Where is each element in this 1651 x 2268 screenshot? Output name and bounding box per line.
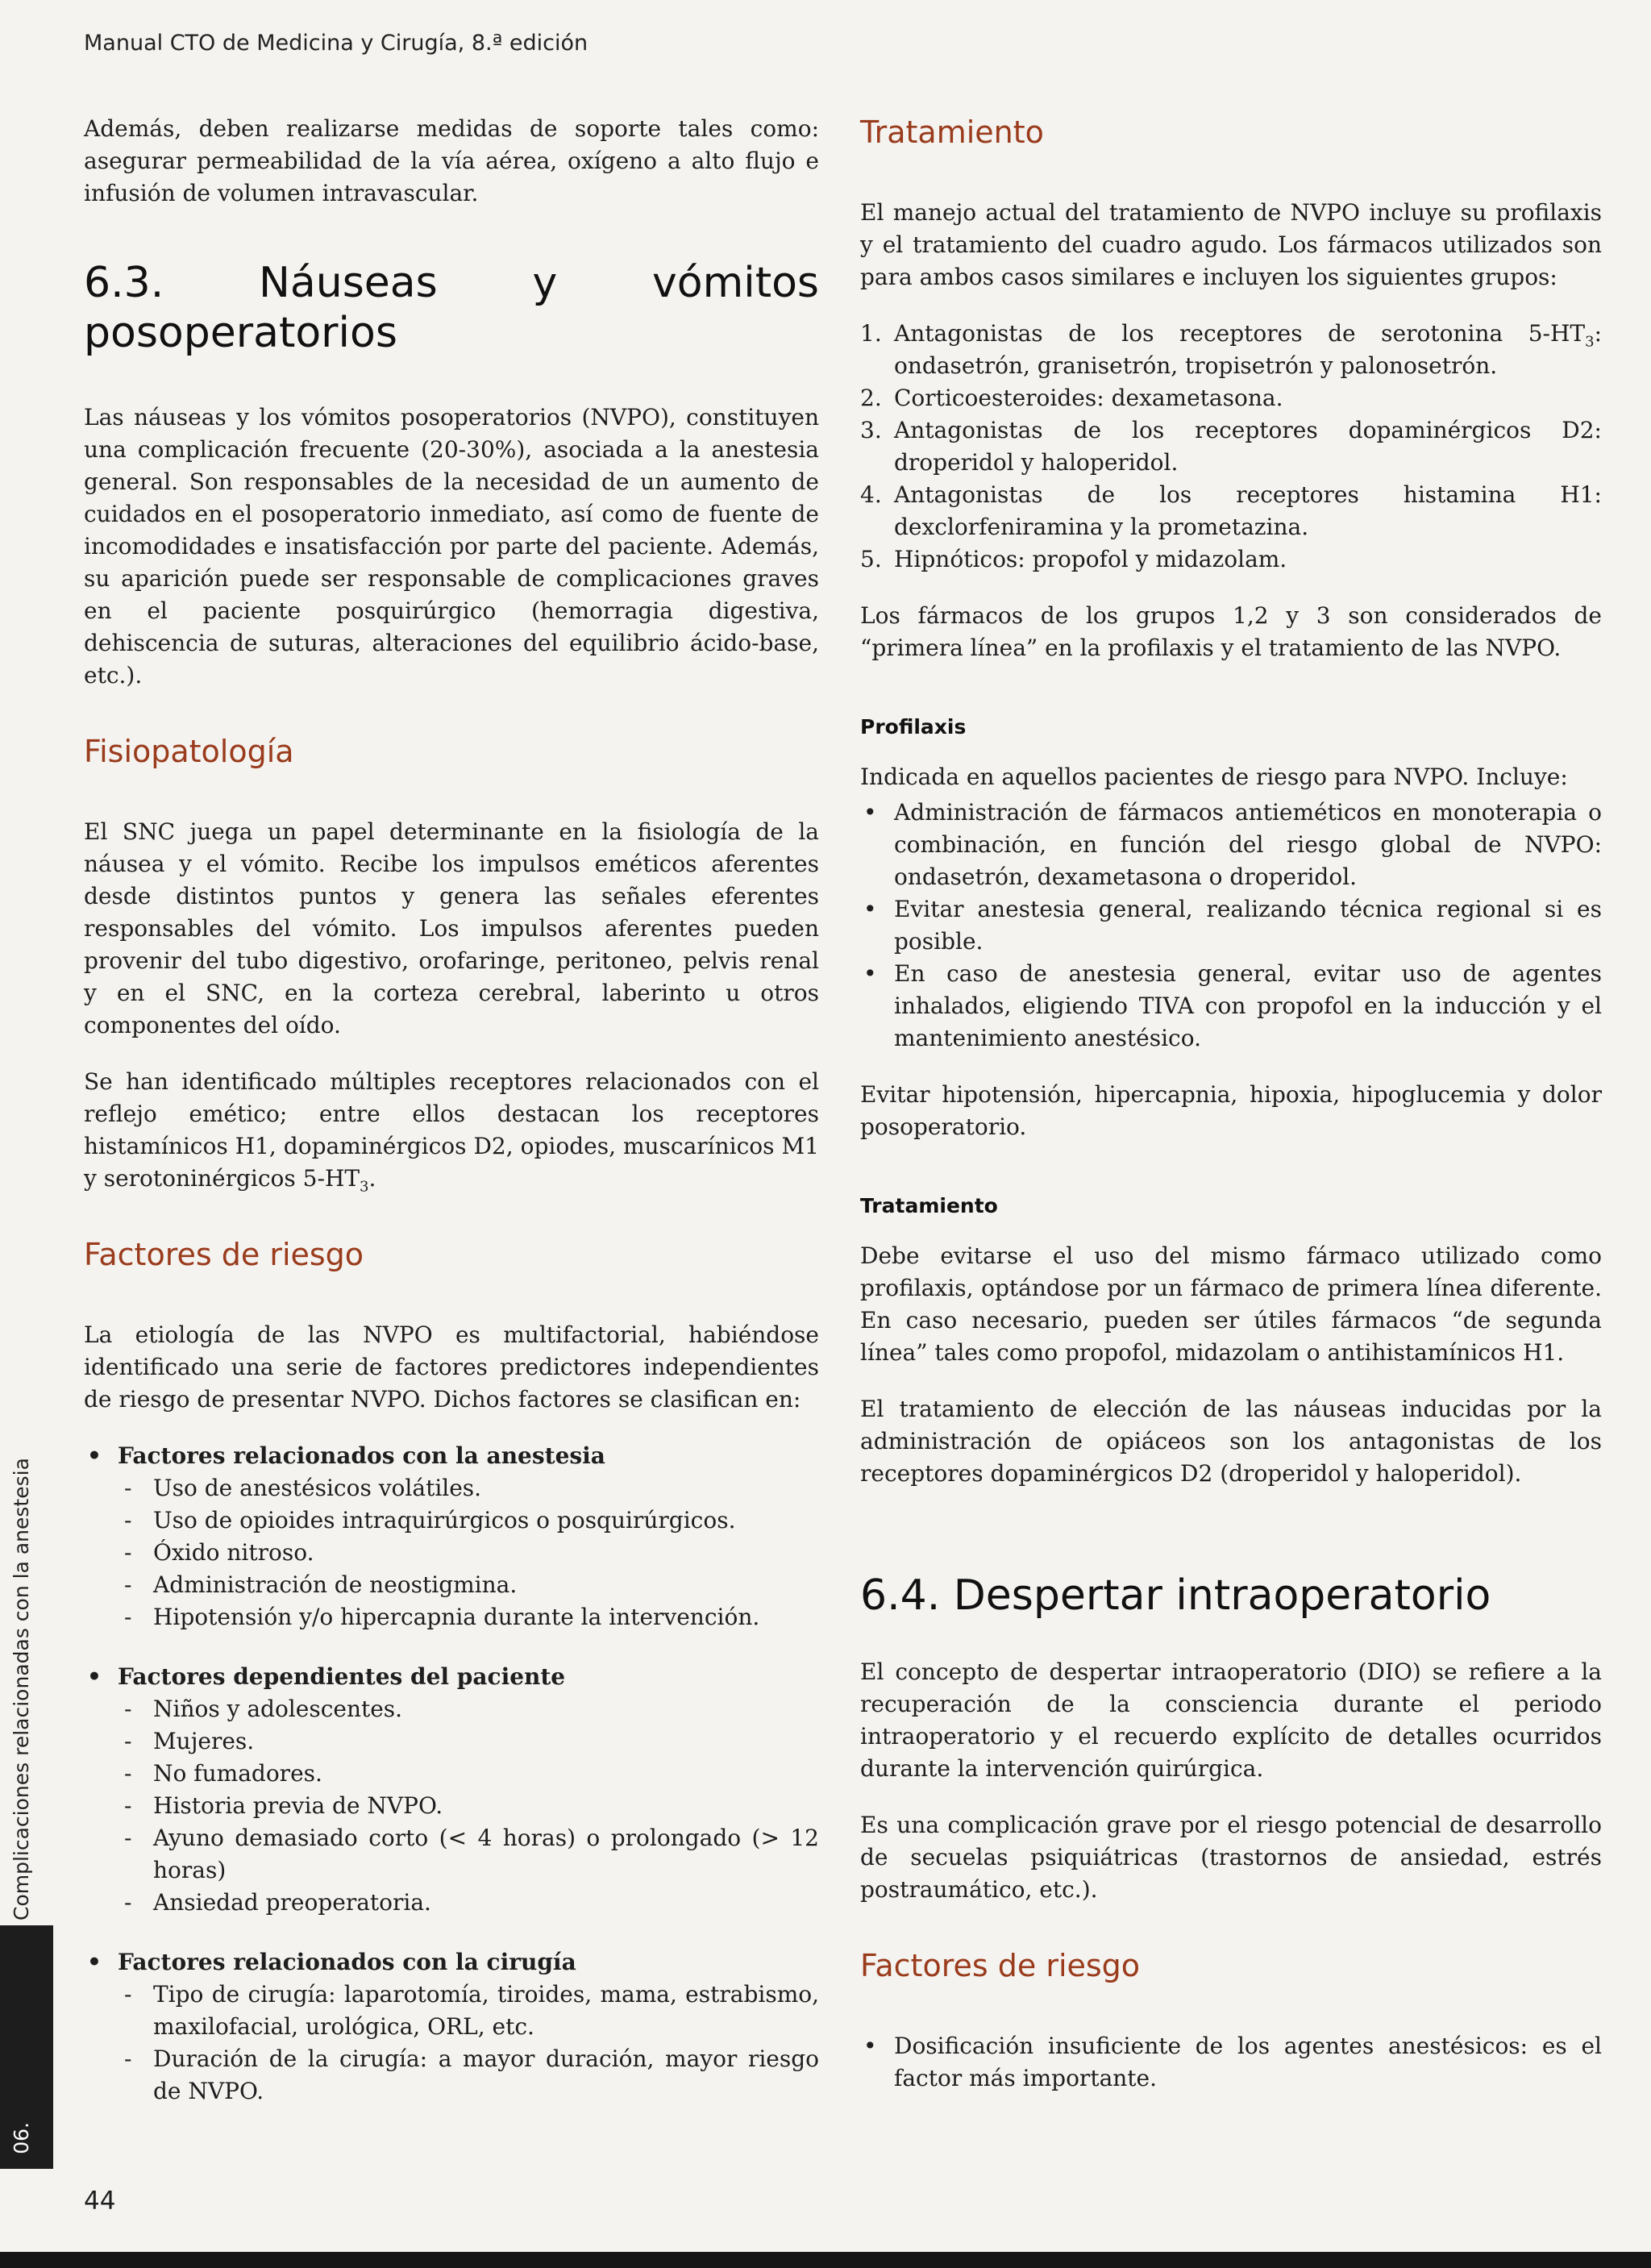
drug-group-item: 2. Corticoesteroides: dexametasona. bbox=[860, 385, 1283, 411]
list-item: - Ayuno demasiado corto (< 4 horas) o prolongado (> 12 horas) bbox=[84, 1822, 819, 1887]
list-item: - Administración de neostigmina. bbox=[84, 1569, 819, 1601]
dash-icon: - bbox=[124, 1571, 132, 1598]
profilaxis-paragraph: Indicada en aquellos pacientes de riesgo para NVPO. Incluye: bbox=[860, 764, 1568, 790]
dash-icon: - bbox=[124, 1825, 132, 1851]
right-column bbox=[860, 113, 1602, 2119]
dash-icon: - bbox=[124, 1475, 132, 1501]
bullet-icon: • bbox=[863, 896, 877, 922]
risk-group bbox=[84, 1946, 819, 2108]
list-item: - Niños y adolescentes. bbox=[84, 1693, 819, 1725]
subsection-title-dio-riesgo: Factores de riesgo bbox=[860, 1948, 1141, 1983]
dash-icon: - bbox=[124, 1760, 132, 1787]
bullet-icon: • bbox=[87, 1442, 102, 1469]
dash-icon: - bbox=[124, 2045, 132, 2072]
intro-paragraph: Además, deben realizarse medidas de soporte tales como: asegurar permeabilidad de la vía aérea, oxígeno a alto flujo e infusión de volumen intravascular. bbox=[84, 115, 819, 206]
nvpo-paragraph: Las náuseas y los vómitos posoperatorios (NVPO), constituyen una complicación frecuente (20-30%), asociada a la anestesia general. Son responsables de la necesidad de un aumento de cuidados en el posoperatorio inmediato, así como de fuente de incomodidades e insatisfacción por parte del paciente. Además, su aparición puede ser responsable de complicaciones graves en el paciente posquirúrgico (hemorragia digestiva, dehiscencia de suturas, alteraciones del equilibrio ácido-base, etc.). bbox=[84, 404, 819, 689]
list-item: - Hipotensión y/o hipercapnia durante la intervención. bbox=[84, 1601, 819, 1633]
risk-group-title: • Factores relacionados con la cirugía bbox=[84, 1946, 819, 1979]
list-item: - Mujeres. bbox=[84, 1725, 819, 1758]
section-title-dio: 6.4. Despertar intraoperatorio bbox=[860, 1571, 1491, 1620]
risk-item-list bbox=[84, 1472, 819, 1633]
dash-icon: - bbox=[124, 1696, 132, 1722]
bullet-icon: • bbox=[87, 1663, 102, 1690]
risk-group-title: • Factores relacionados con la anestesia bbox=[84, 1440, 819, 1472]
tratamiento-paragraph: El manejo actual del tratamiento de NVPO incluye su profilaxis y el tratamiento del cuadro agudo. Los fármacos utilizados son para ambos casos similares e incluyen los siguientes grupos: bbox=[860, 199, 1602, 290]
tratamiento-sub-paragraph-1: Debe evitarse el uso del mismo fármaco utilizado como profilaxis, optándose por un fármaco de primera línea diferente. En caso necesario, pueden ser útiles fármacos “de segunda línea” tales como propofol, midazolam o antihistamínicos H1. bbox=[860, 1242, 1602, 1366]
list-item: - Ansiedad preoperatoria. bbox=[84, 1887, 819, 1919]
dash-icon: - bbox=[124, 1981, 132, 2008]
drug-group-item: 4. Antagonistas de los receptores histamina H1: dexclorfeniramina y la prometazina. bbox=[860, 481, 1602, 540]
risk-group bbox=[84, 1440, 819, 1633]
dash-icon: - bbox=[124, 1539, 132, 1566]
list-item: - Tipo de cirugía: laparotomía, tiroides, mama, estrabismo, maxilofacial, urológica, ORL, etc. bbox=[84, 1979, 819, 2043]
list-item: - No fumadores. bbox=[84, 1758, 819, 1790]
bullet-icon: • bbox=[87, 1949, 102, 1975]
dio-paragraph-2: Es una complicación grave por el riesgo potencial de desarrollo de secuelas psiquiátricas (trastornos de ansiedad, estrés postraumático, etc.). bbox=[860, 1812, 1602, 1903]
evitar-paragraph: Evitar hipotensión, hipercapnia, hipoxia, hipoglucemia y dolor posoperatorio. bbox=[860, 1081, 1602, 1140]
bullet-icon: • bbox=[863, 799, 877, 826]
dash-icon: - bbox=[124, 1507, 132, 1534]
risk-item-list bbox=[84, 1979, 819, 2108]
drug-group-item: 1. Antagonistas de los receptores de serotonina $5-HT_3$: ondasetrón, granisetrón, tropisetrón y palonosetrón. bbox=[860, 320, 1602, 379]
drug-group-list bbox=[860, 318, 1602, 576]
page-number: 44 bbox=[84, 2187, 116, 2216]
left-column bbox=[84, 113, 819, 2135]
fisio-paragraph-1: El SNC juega un papel determinante en la fisiología de la náusea y el vómito. Recibe los impulsos eméticos aferentes desde distintos puntos y genera las señales eferentes responsables del vómito. Los impulsos aferentes pueden provenir del tubo digestivo, orofaringe, peritoneo, pelvis renal y en el SNC, en la corteza cerebral, laberinto u otros componentes del oído. bbox=[84, 818, 819, 1038]
section-title-nvpo: 6.3. Náuseas y vómitos posoperatorios bbox=[84, 259, 819, 357]
riesgo-paragraph: La etiología de las NVPO es multifactorial, habiéndose identificado una serie de factores predictores independientes de riesgo de presentar NVPO. Dichos factores se clasifican en: bbox=[84, 1321, 819, 1413]
drug-group-item: 3. Antagonistas de los receptores dopaminérgicos D2: droperidol y haloperidol. bbox=[860, 417, 1602, 476]
profilaxis-list bbox=[860, 797, 1602, 1055]
subsection-title-factores-riesgo: Factores de riesgo bbox=[84, 1237, 364, 1272]
list-item: - Óxido nitroso. bbox=[84, 1537, 819, 1569]
heading-tratamiento: Tratamiento bbox=[860, 1194, 998, 1217]
risk-group bbox=[84, 1661, 819, 1919]
list-item: - Historia previa de NVPO. bbox=[84, 1790, 819, 1822]
bullet-icon: • bbox=[863, 960, 877, 987]
dash-icon: - bbox=[124, 1889, 132, 1916]
fisio-paragraph-2: Se han identificado múltiples receptores relacionados con el reflejo emético; entre ellos destacan los receptores histamínicos H1, dopaminérgicos D2, opiodes, muscarínicos M1 y serotoninérgicos $5-HT_3$. bbox=[84, 1068, 819, 1196]
list-item: • Evitar anestesia general, realizando técnica regional si es posible. bbox=[860, 893, 1602, 958]
bullet-icon: • bbox=[863, 2033, 877, 2059]
dash-icon: - bbox=[124, 1728, 132, 1754]
list-item: - Uso de opioides intraquirúrgicos o posquirúrgicos. bbox=[84, 1504, 819, 1537]
risk-item-list bbox=[84, 1693, 819, 1919]
chapter-side-title: Complicaciones relacionadas con la anestesia bbox=[10, 1458, 33, 1921]
list-item: - Uso de anestésicos volátiles. bbox=[84, 1472, 819, 1504]
subsection-title-fisiopatologia: Fisiopatología bbox=[84, 734, 294, 769]
dio-paragraph-1: El concepto de despertar intraoperatorio (DIO) se refiere a la recuperación de la consciencia durante el periodo intraoperatorio y el recuerdo explícito de detalles ocurridos durante la intervención quirúrgica. bbox=[860, 1658, 1602, 1782]
chapter-tab bbox=[0, 1925, 53, 2169]
dash-icon: - bbox=[124, 1792, 132, 1819]
list-item: • Administración de fármacos antieméticos en monoterapia o combinación, en función del riesgo global de NVPO: ondasetrón, dexametasona o droperidol. bbox=[860, 797, 1602, 893]
list-item: - Duración de la cirugía: a mayor duración, mayor riesgo de NVPO. bbox=[84, 2043, 819, 2108]
risk-group-title: • Factores dependientes del paciente bbox=[84, 1661, 819, 1693]
risk-factor-groups bbox=[84, 1440, 819, 2108]
subsection-title-tratamiento: Tratamiento bbox=[860, 114, 1044, 150]
dio-risk-list bbox=[860, 2030, 1602, 2095]
list-item: • Dosificación insuficiente de los agentes anestésicos: es el factor más importante. bbox=[860, 2030, 1602, 2095]
chapter-tab-number: 06. bbox=[10, 2122, 33, 2154]
drug-group-item: 5. Hipnóticos: propofol y midazolam. bbox=[860, 546, 1287, 572]
heading-profilaxis: Profilaxis bbox=[860, 715, 967, 739]
first-line-paragraph: Los fármacos de los grupos 1,2 y 3 son considerados de “primera línea” en la profilaxis y el tratamiento de las NVPO. bbox=[860, 602, 1602, 661]
tratamiento-sub-paragraph-2: El tratamiento de elección de las náuseas inducidas por la administración de opiáceos son los antagonistas de los receptores dopaminérgicos D2 (droperidol y haloperidol). bbox=[860, 1396, 1602, 1487]
bottom-bar bbox=[0, 2252, 1651, 2268]
running-head: Manual CTO de Medicina y Cirugía, 8.ª edición bbox=[84, 31, 588, 56]
list-item: • En caso de anestesia general, evitar uso de agentes inhalados, eligiendo TIVA con propofol en la inducción y el mantenimiento anestésico. bbox=[860, 958, 1602, 1055]
dash-icon: - bbox=[124, 1604, 132, 1630]
